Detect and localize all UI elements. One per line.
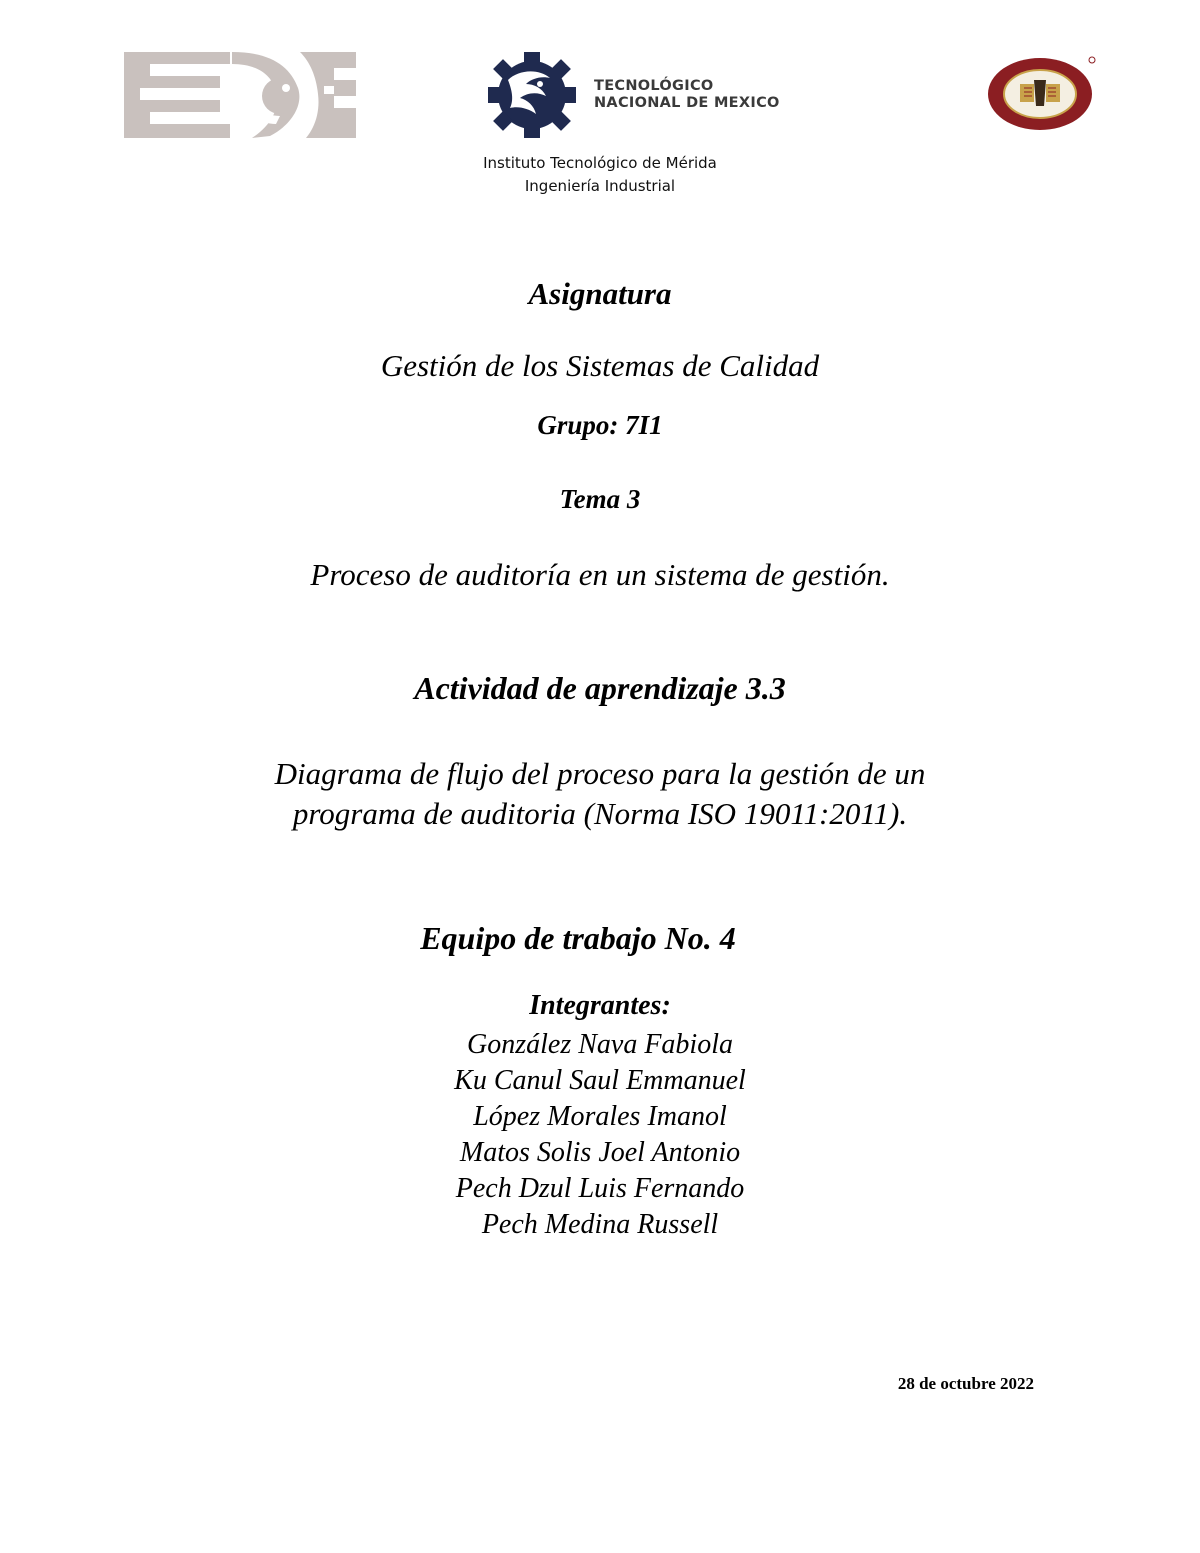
itm-seal-logo	[984, 54, 1096, 132]
member-name: López Morales Imanol	[473, 1101, 727, 1132]
document-date: 28 de octubre 2022	[897, 1374, 1034, 1393]
member-name: Pech Dzul Luis Fernando	[455, 1173, 745, 1204]
topic-title: Proceso de auditoría en un sistema de gestión.	[310, 557, 890, 592]
institution-name: Instituto Tecnológico de Mérida	[483, 154, 717, 172]
subject-heading: Asignatura	[528, 276, 672, 311]
logo-text-line1: TECNOLÓGICO	[594, 78, 714, 94]
team-label: Equipo de trabajo No. 4	[420, 920, 736, 956]
activity-title-line1: Diagrama de flujo del proceso para la gestión de un	[274, 756, 926, 791]
members-heading: Integrantes:	[529, 990, 671, 1021]
group-label: Grupo: 7I1	[537, 410, 663, 440]
member-name: Matos Solis Joel Antonio	[459, 1137, 741, 1168]
tecnm-gear-logo	[484, 50, 784, 140]
topic-label: Tema 3	[559, 484, 641, 514]
member-name: Pech Medina Russell	[481, 1209, 719, 1240]
subject-name: Gestión de los Sistemas de Calidad	[380, 348, 820, 383]
sep-eagle-logo	[120, 46, 360, 142]
activity-label: Actividad de aprendizaje 3.3	[414, 670, 786, 706]
program-name: Ingeniería Industrial	[524, 177, 676, 195]
member-name: González Nava Fabiola	[467, 1029, 733, 1060]
activity-title-line2: programa de auditoria (Norma ISO 19011:2011).	[292, 796, 908, 831]
member-name: Ku Canul Saul Emmanuel	[454, 1065, 746, 1096]
logo-text-line2: NACIONAL DE MEXICO	[594, 95, 780, 111]
